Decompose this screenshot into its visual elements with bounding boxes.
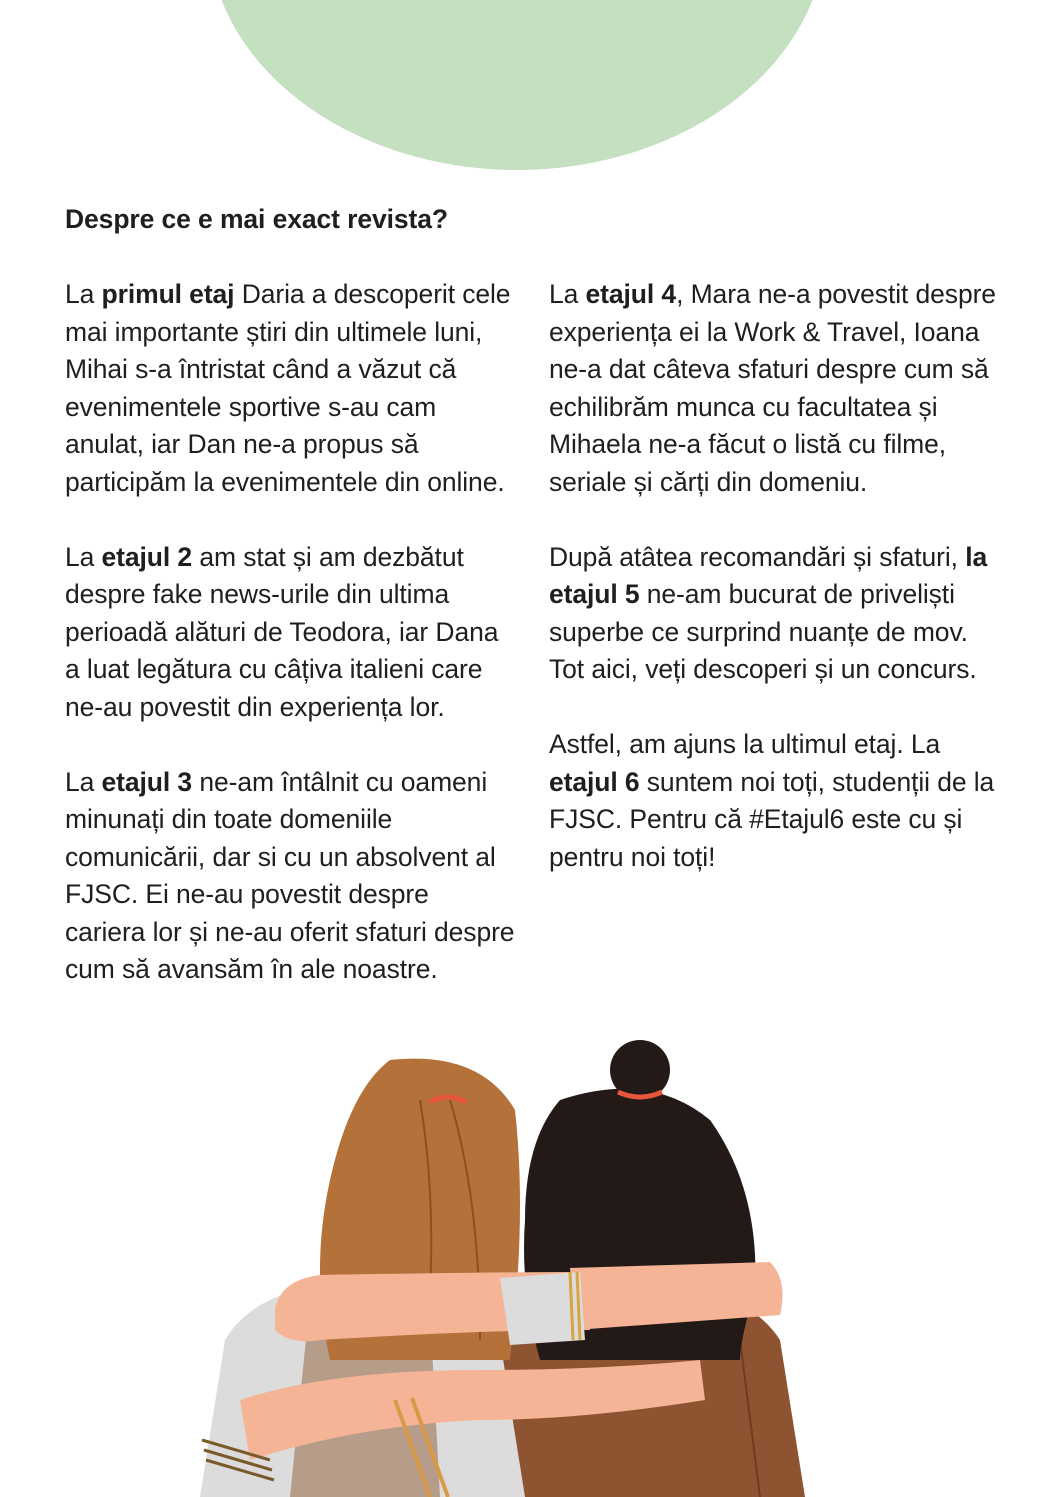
section-heading: Despre ce e mai exact revista? <box>65 204 448 234</box>
paragraph-floor-1: La primul etaj Daria a descoperit cele mai importante știri din ultimele luni, Mihai s-a întristat când a văzut că evenimentele sportive s-au cam anulat, iar Dan ne-a propus să participăm la evenimentele din online. <box>65 279 511 497</box>
floor-6-label: etajul 6 <box>549 766 640 797</box>
paragraph-floor-2: La etajul 2 am stat și am dezbătut despre fake news-urile din ultima perioadă alături de Teodora, iar Dana a luat legătura cu câțiva italieni care ne-au povestit din experiența lor. <box>65 541 499 722</box>
decorative-green-circle <box>208 0 826 170</box>
floor-4-label: etajul 4 <box>585 279 677 309</box>
paragraph-floor-4: La etajul 4, Mara ne-a povestit despre experiența ei la Work & Travel, Ioana ne-a dat câteva sfaturi despre cum să echilibrăm munca cu facultatea și Mihaela ne-a făcut o listă cu filme, seriale și cărți din domeniu. <box>549 279 996 497</box>
floor-1-label: primul etaj <box>101 279 235 309</box>
floor-3-label: etajul 3 <box>101 766 193 797</box>
paragraph-floor-6: Astfel, am ajuns la ultimul etaj. La etajul 6 suntem noi toți, studenții de la FJSC. Pentru că #Etajul6 este cu și pentru noi toți! <box>549 729 995 872</box>
text-column-right <box>549 201 999 914</box>
friends-hugging-illustration <box>180 1040 820 1497</box>
paragraph-floor-3: La etajul 3 ne-am întâlnit cu oameni minunați din toate domeniile comunicării, dar si cu un absolvent al FJSC. Ei ne-au povestit despre cariera lor și ne-au oferit sfaturi despre cum să avansăm în ale noastre. <box>65 766 515 984</box>
text-column-left <box>65 201 515 1026</box>
floor-5-label: la etajul 5 <box>549 541 988 609</box>
paragraph-floor-5: După atâtea recomandări și sfaturi, la etajul 5 ne-am bucurat de priveliști superbe ce surprind nuanțe de mov. Tot aici, veți descoperi și un concurs. <box>549 541 988 684</box>
floor-2-label: etajul 2 <box>101 541 193 572</box>
